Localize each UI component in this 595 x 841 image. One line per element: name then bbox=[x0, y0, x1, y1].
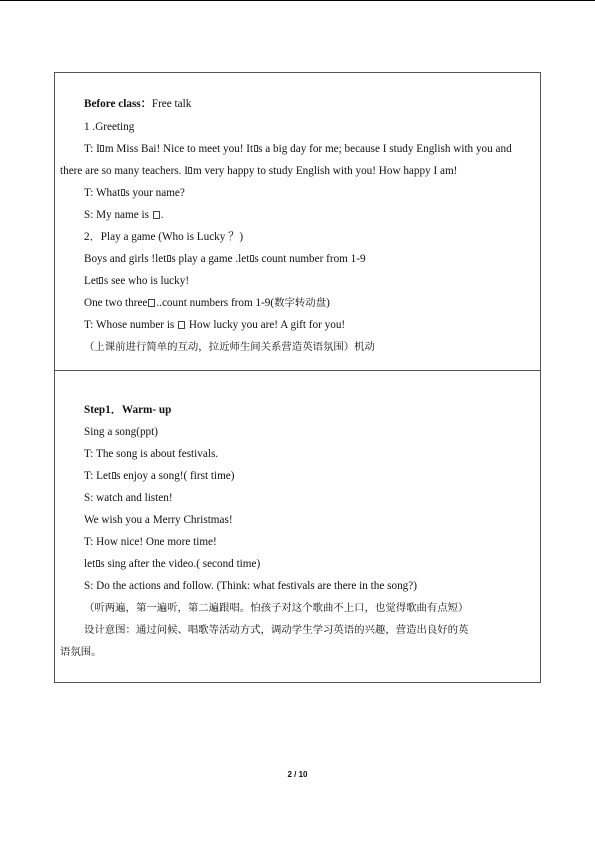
festivals-line: T: The song is about festivals. bbox=[84, 448, 219, 460]
design-intent-line-2: 语氛围。 bbox=[60, 646, 102, 658]
text-part: ) bbox=[326, 297, 330, 309]
sing-line: Sing a song(ppt) bbox=[84, 426, 158, 438]
text-part: s count number from 1-9 bbox=[254, 253, 366, 265]
page-number: 2 / 10 bbox=[287, 770, 308, 779]
my-name-line bbox=[84, 208, 164, 222]
text-part: s play a game .let bbox=[171, 253, 250, 265]
text-part: Boys and girls !let bbox=[84, 253, 167, 265]
blank-box-icon bbox=[148, 299, 155, 307]
text-part: 数字转动盘 bbox=[274, 297, 327, 309]
heading-rest: Free talk bbox=[151, 98, 192, 110]
actions-line: S: Do the actions and follow. (Think: what festivals are there in the song?) bbox=[84, 580, 417, 592]
text-part: T: Let bbox=[84, 470, 112, 482]
missing-glyph-icon bbox=[188, 167, 192, 174]
header-rule bbox=[0, 0, 595, 1]
text-part: m very happy to study English with you! How happy I am! bbox=[192, 165, 458, 177]
before-class-heading bbox=[84, 97, 191, 111]
text-part: One two three bbox=[84, 297, 148, 309]
text-part: T: Whose number is bbox=[84, 319, 175, 331]
text-part: s your name? bbox=[125, 187, 185, 199]
watch-line: S: watch and listen! bbox=[84, 492, 173, 504]
teacher-intro-line-1 bbox=[84, 142, 512, 156]
text-part: How lucky you are! A gift for you! bbox=[188, 319, 346, 331]
text-part: let bbox=[84, 558, 96, 570]
wish-line: We wish you a Merry Christmas! bbox=[84, 514, 233, 526]
enjoy-line bbox=[84, 469, 234, 483]
text-part: s sing after the video.( second time) bbox=[100, 558, 261, 570]
play-game-line: 2．Play a game (Who is Lucky ？) bbox=[84, 231, 244, 243]
nice-line: T: How nice! One more time! bbox=[84, 536, 217, 548]
design-intent-line-1: 设计意图：通过问候、唱歌等活动方式，调动学生学习英语的兴趣，营造出良好的英 bbox=[84, 624, 469, 636]
blank-box-icon bbox=[153, 211, 160, 219]
sing-again-line bbox=[84, 557, 260, 571]
text-part: there are so many teachers. I bbox=[60, 165, 188, 177]
greeting-line: 1 .Greeting bbox=[84, 121, 135, 133]
teacher-intro-line-2 bbox=[60, 164, 457, 178]
text-part: ..count numbers from 1-9( bbox=[156, 297, 275, 309]
missing-glyph-icon bbox=[100, 145, 104, 152]
blank-box-icon bbox=[178, 321, 185, 329]
text-part: S: My name is bbox=[84, 209, 149, 221]
listen-note-line: （听两遍，第一遍听，第二遍跟唱。怕孩子对这个歌曲不上口，也觉得歌曲有点短） bbox=[84, 602, 469, 614]
text-part: T: I bbox=[84, 143, 100, 155]
text-part: m Miss Bai! Nice to meet you! It bbox=[104, 143, 254, 155]
whose-number-line bbox=[84, 318, 345, 332]
missing-glyph-icon bbox=[99, 277, 103, 284]
text-part: . bbox=[160, 209, 164, 221]
text-part: s enjoy a song!( first time) bbox=[116, 470, 235, 482]
count-line bbox=[84, 296, 330, 310]
note-line: （上课前进行简单的互动，拉近师生间关系营造英语氛围）机动 bbox=[84, 341, 375, 353]
text-part: Let bbox=[84, 275, 99, 287]
lucky-line bbox=[84, 274, 189, 288]
heading-bold: Before class： bbox=[84, 98, 152, 110]
warm-up-heading: Step1．Warm- up bbox=[84, 404, 172, 416]
boys-girls-line bbox=[84, 252, 366, 266]
text-part: s a big day for me; because I study English with you and bbox=[258, 143, 512, 155]
text-part: T: What bbox=[84, 187, 121, 199]
missing-glyph-icon bbox=[112, 472, 116, 479]
whats-your-name-line bbox=[84, 186, 185, 200]
text-part: s see who is lucky! bbox=[103, 275, 190, 287]
